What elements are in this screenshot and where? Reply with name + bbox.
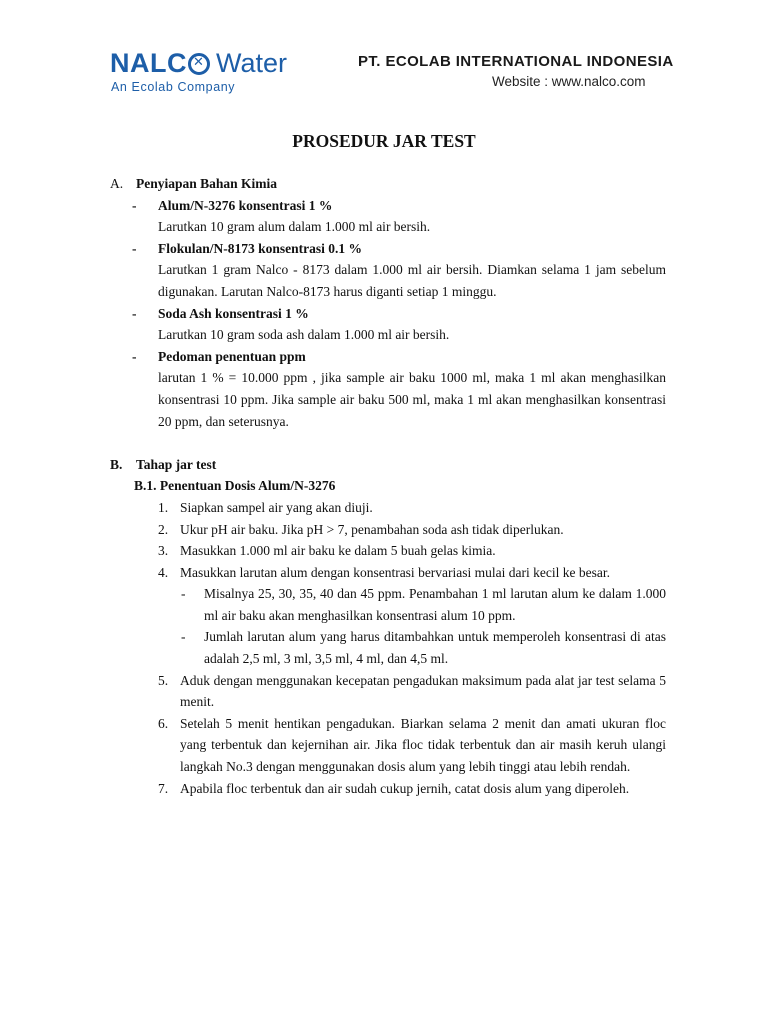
section-b-heading: [110, 454, 666, 476]
page-header: [0, 0, 768, 110]
list-item: [110, 778, 666, 800]
step-number: 3.: [158, 543, 169, 559]
item-title: Flokulan/N-8173 konsentrasi 0.1 %: [158, 240, 363, 256]
section-a-letter: A.: [110, 176, 124, 191]
item-text: Larutkan 1 gram Nalco - 8173 dalam 1.000 ml air bersih. Diamkan selama 1 jam sebelum digunakan. Larutan Nalco-8173 harus diganti setiap 1 minggu.: [158, 262, 666, 299]
item-dash: -: [132, 240, 137, 256]
step-text: Aduk dengan menggunakan kecepatan pengadukan maksimum pada alat jar test selama 5 menit.: [180, 672, 666, 710]
step-text: Masukkan larutan alum dengan konsentrasi bervariasi mulai dari kecil ke besar.: [180, 564, 610, 580]
step-text: Siapkan sampel air yang akan diuji.: [180, 499, 373, 515]
step-number: 6.: [158, 715, 169, 731]
item-dash: -: [132, 197, 137, 213]
sub-item-text: Jumlah larutan alum yang harus ditambahkan untuk memperoleh konsentrasi di atas adalah 2,5 ml, 3 ml, 3,5 ml, 4 ml, dan 4,5 ml.: [204, 629, 666, 667]
sub-item-dash: -: [181, 586, 186, 602]
list-item: [110, 497, 666, 519]
sub-item-dash: -: [181, 629, 186, 645]
item-text: larutan 1 % = 10.000 ppm , jika sample air baku 1000 ml, maka 1 ml akan menghasilkan konsentrasi 10 ppm. Jika sample air baku 500 ml, maka 1 ml akan menghasilkan konsentrasi 20 ppm, dan seterusnya.: [158, 370, 666, 429]
nalco-water-logo: [110, 48, 288, 94]
section-b-letter: B.: [110, 456, 123, 472]
sub-list-item: [110, 583, 666, 626]
item-title: Alum/N-3276 konsentrasi 1 %: [158, 197, 333, 213]
list-item: [110, 713, 666, 778]
step-list-continued: [110, 670, 666, 800]
list-item: [110, 562, 666, 584]
document-title: PROSEDUR JAR TEST: [292, 131, 476, 151]
step-text: Apabila floc terbentuk dan air sudah cukup jernih, catat dosis alum yang diperoleh.: [180, 780, 630, 796]
item-text: Larutkan 10 gram alum dalam 1.000 ml air bersih.: [158, 219, 431, 235]
list-item: [110, 670, 666, 713]
step-list: [110, 497, 666, 583]
item-title: Pedoman penentuan ppm: [158, 348, 306, 364]
logo-brand: NALC✕: [110, 48, 210, 79]
subsection-b1-heading: B.1. Penentuan Dosis Alum/N-3276: [134, 478, 336, 494]
step-4-sublist: [110, 583, 666, 669]
step-number: 2.: [158, 521, 169, 537]
logo-water: Water: [216, 48, 288, 78]
step-number: 5.: [158, 672, 169, 688]
list-item: [110, 540, 666, 562]
logo-tagline: An Ecolab Company: [111, 80, 236, 94]
website-text: Website : www.nalco.com: [492, 74, 646, 89]
item-heading: [110, 238, 666, 260]
step-number: 1.: [158, 499, 169, 515]
item-heading: [110, 303, 666, 325]
list-item: [110, 519, 666, 541]
step-text: Ukur pH air baku. Jika pH > 7, penambahan soda ash tidak diperlukan.: [180, 521, 564, 537]
spacer: [110, 432, 666, 454]
step-number: 4.: [158, 564, 169, 580]
item-text: Larutkan 10 gram soda ash dalam 1.000 ml air bersih.: [158, 327, 450, 343]
item-title: Soda Ash konsentrasi 1 %: [158, 305, 309, 321]
item-heading: [110, 195, 666, 217]
item-dash: -: [132, 305, 137, 321]
step-number: 7.: [158, 780, 169, 796]
item-heading: [110, 346, 666, 368]
step-text: Masukkan 1.000 ml air baku ke dalam 5 buah gelas kimia.: [180, 543, 496, 559]
item-dash: -: [132, 348, 137, 364]
step-text: Setelah 5 menit hentikan pengadukan. Biarkan selama 2 menit dan amati ukuran floc yang terbentuk dan kejernihan air. Jika floc tidak terbentuk dan air masih keruh ulangi langkah No.3 dengan menggunakan dosis alum yang lebih tinggi atau lebih rendah.: [180, 715, 666, 775]
document-body: [110, 173, 666, 799]
section-a-heading: [110, 173, 666, 195]
section-a-title: Penyiapan Bahan Kimia: [136, 176, 278, 191]
sub-list-item: [110, 626, 666, 669]
company-name: PT. ECOLAB INTERNATIONAL INDONESIA: [358, 53, 674, 70]
sub-item-text: Misalnya 25, 30, 35, 40 dan 45 ppm. Penambahan 1 ml larutan alum ke dalam 1.000 ml air baku akan menghasilkan konsentrasi alum 10 ppm.: [204, 586, 666, 623]
section-b-title: Tahap jar test: [136, 456, 217, 472]
logo-o-icon: [188, 53, 210, 75]
